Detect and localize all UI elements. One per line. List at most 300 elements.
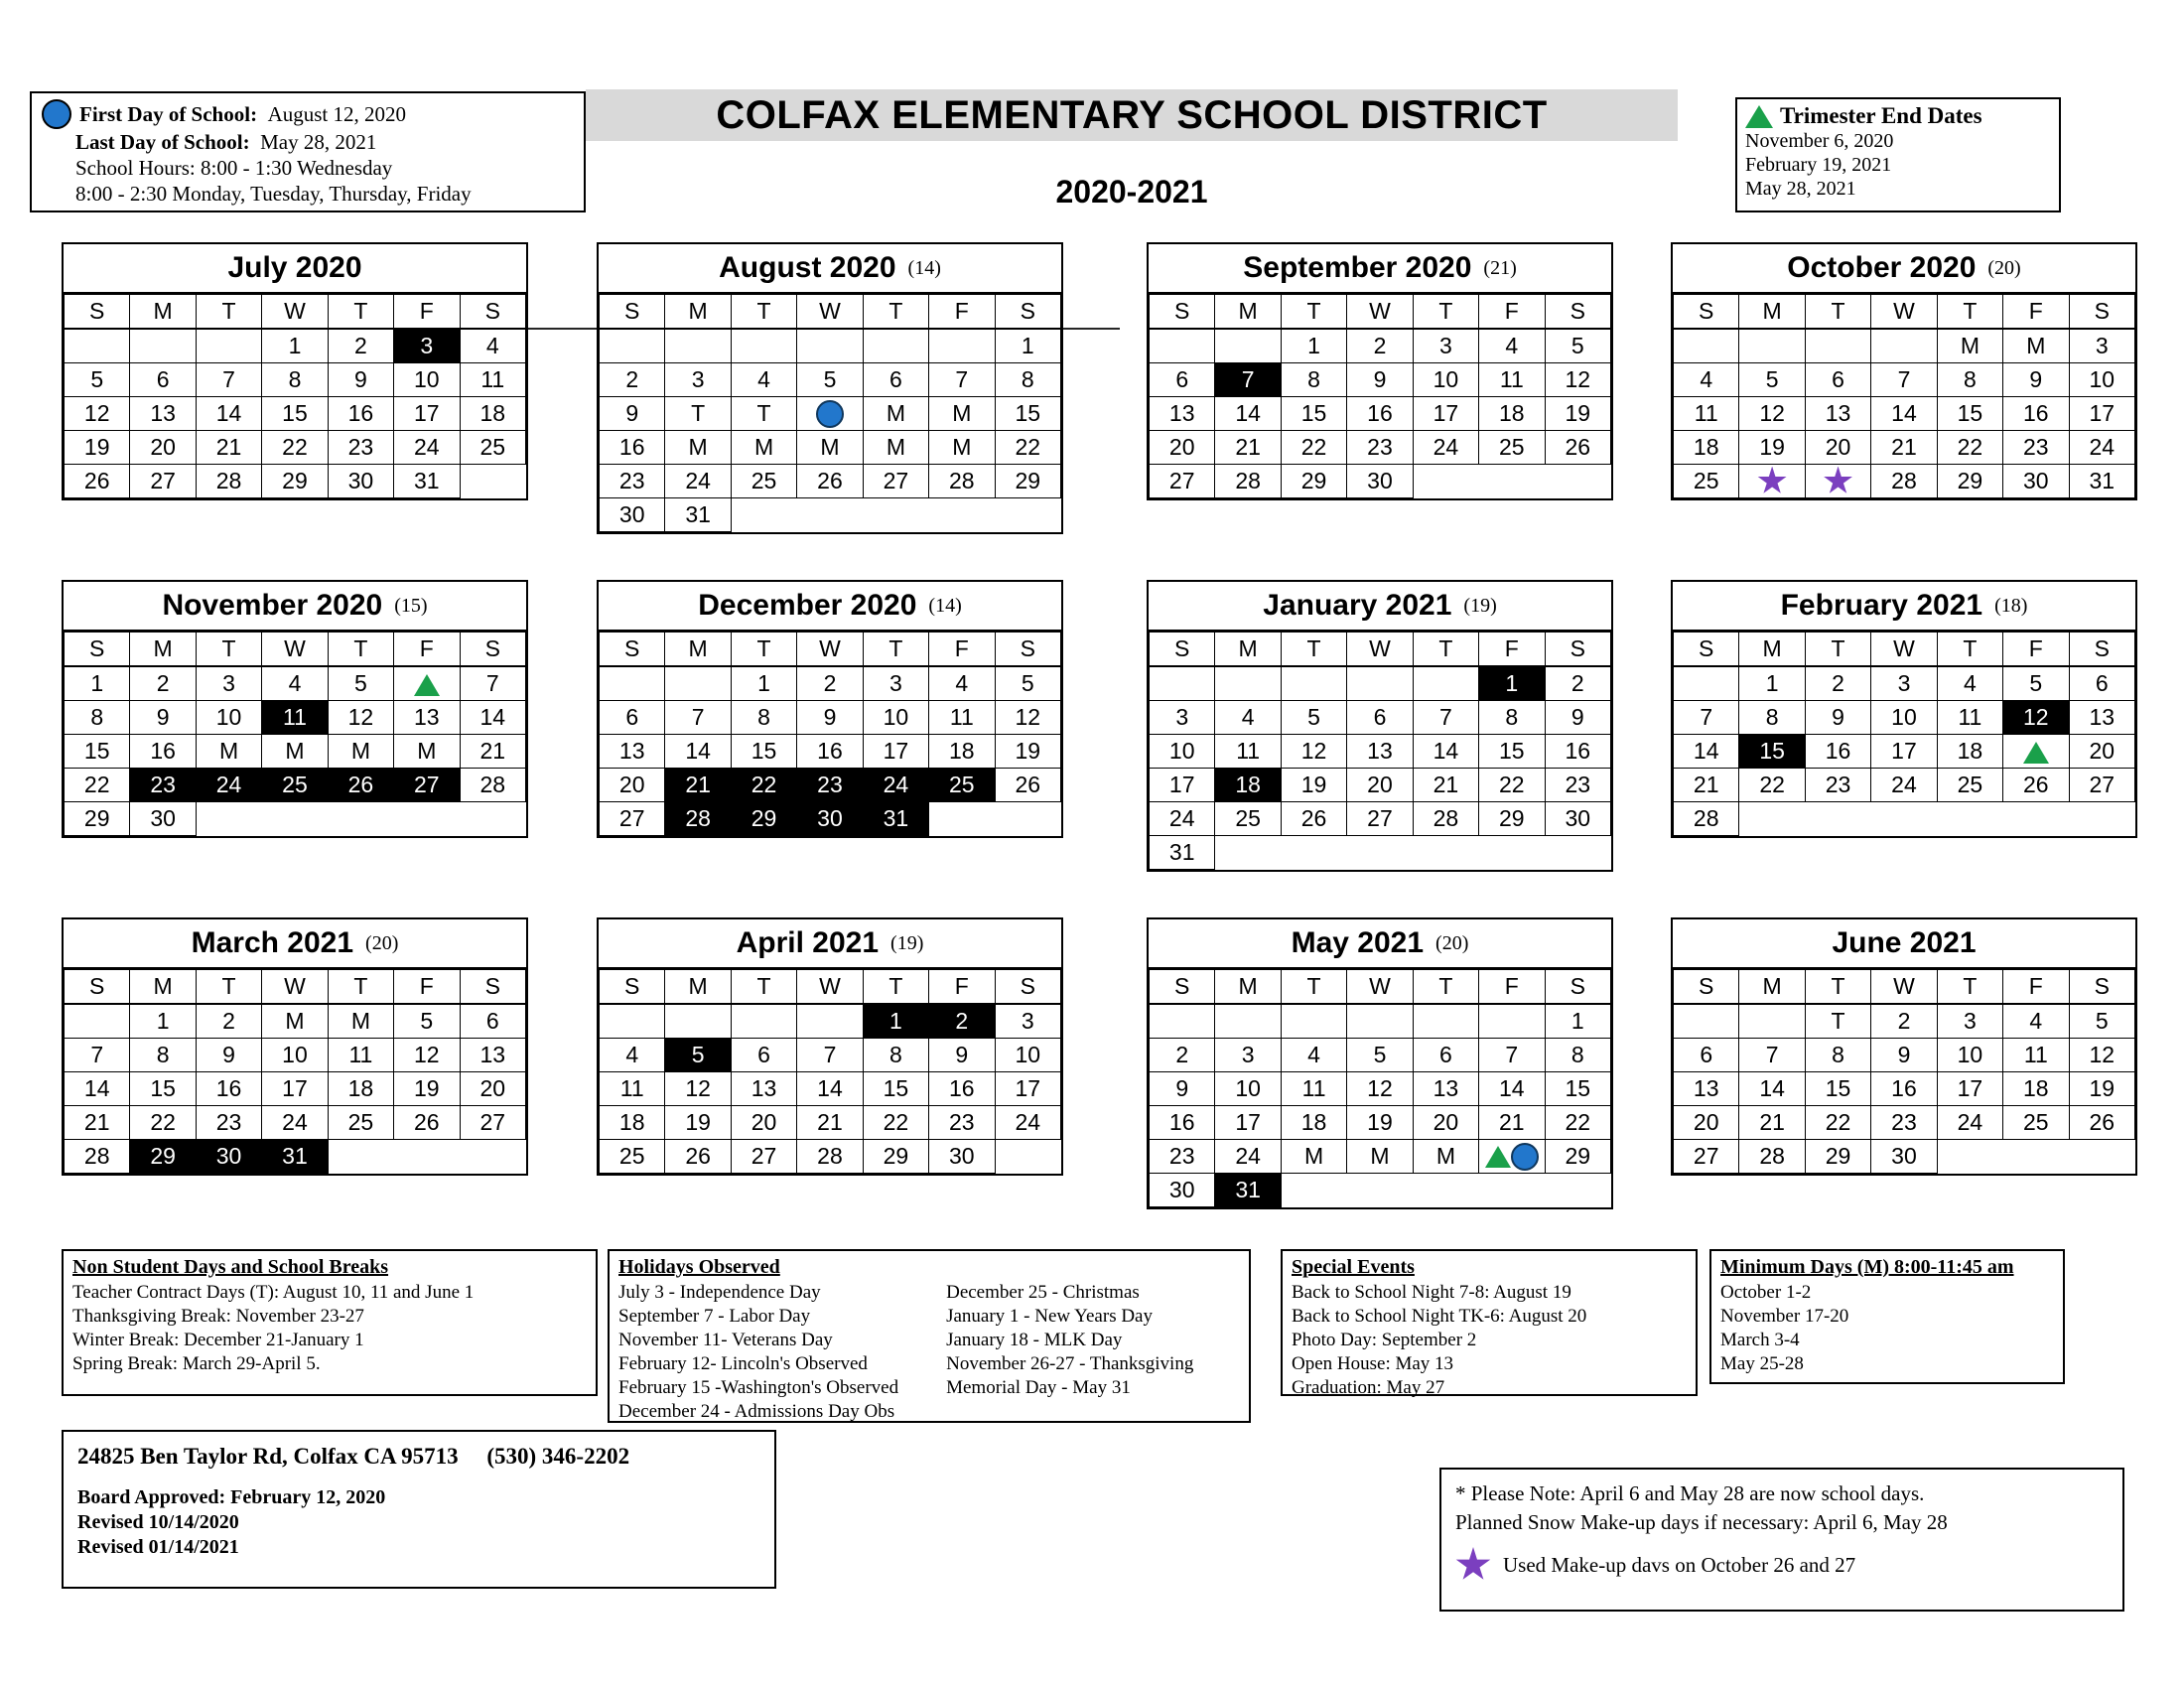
day-cell[interactable]: 13 bbox=[460, 1039, 525, 1072]
day-cell[interactable]: 9 bbox=[1545, 701, 1610, 735]
day-cell[interactable]: 7 bbox=[929, 363, 995, 397]
day-cell[interactable]: 11 bbox=[1215, 735, 1281, 769]
day-cell[interactable]: 9 bbox=[328, 363, 393, 397]
day-cell[interactable]: M bbox=[262, 1004, 328, 1039]
day-cell[interactable]: 25 bbox=[262, 769, 328, 802]
day-cell[interactable]: 29 bbox=[65, 802, 130, 836]
day-cell[interactable]: 13 bbox=[600, 735, 665, 769]
day-cell[interactable]: M bbox=[1413, 1140, 1478, 1174]
day-cell[interactable]: 23 bbox=[1871, 1106, 1937, 1140]
day-cell[interactable]: 22 bbox=[731, 769, 796, 802]
day-cell[interactable]: 28 bbox=[196, 465, 261, 498]
day-cell[interactable]: 16 bbox=[929, 1072, 995, 1106]
day-cell[interactable]: 19 bbox=[995, 735, 1060, 769]
day-cell[interactable]: 12 bbox=[1281, 735, 1346, 769]
day-cell[interactable]: 5 bbox=[1347, 1039, 1413, 1072]
day-cell[interactable]: 1 bbox=[1739, 666, 1805, 701]
day-cell[interactable]: 25 bbox=[460, 431, 525, 465]
day-cell[interactable]: 29 bbox=[130, 1140, 196, 1174]
day-cell[interactable]: 2 bbox=[328, 329, 393, 363]
day-cell[interactable]: 7 bbox=[1215, 363, 1281, 397]
day-cell[interactable]: 4 bbox=[1937, 666, 2002, 701]
day-cell[interactable]: 7 bbox=[196, 363, 261, 397]
day-cell[interactable]: 3 bbox=[1413, 329, 1478, 363]
day-cell[interactable]: 14 bbox=[797, 1072, 863, 1106]
day-cell[interactable]: M bbox=[328, 735, 393, 769]
day-cell[interactable]: 12 bbox=[665, 1072, 731, 1106]
day-cell[interactable]: 6 bbox=[1413, 1039, 1478, 1072]
day-cell[interactable]: 3 bbox=[995, 1004, 1060, 1039]
day-cell[interactable]: 18 bbox=[600, 1106, 665, 1140]
day-cell[interactable]: M bbox=[2003, 329, 2069, 363]
day-cell[interactable]: 14 bbox=[1479, 1072, 1545, 1106]
day-cell[interactable]: T bbox=[665, 397, 731, 431]
day-cell[interactable]: 5 bbox=[797, 363, 863, 397]
day-cell[interactable]: 3 bbox=[394, 329, 460, 363]
day-cell[interactable]: M bbox=[1347, 1140, 1413, 1174]
day-cell[interactable]: 17 bbox=[394, 397, 460, 431]
day-cell[interactable]: 17 bbox=[1150, 769, 1215, 802]
day-cell[interactable]: 10 bbox=[394, 363, 460, 397]
day-cell[interactable]: 11 bbox=[460, 363, 525, 397]
day-cell[interactable]: 2 bbox=[1805, 666, 1870, 701]
day-cell[interactable]: 27 bbox=[460, 1106, 525, 1140]
day-cell[interactable]: 21 bbox=[196, 431, 261, 465]
day-cell[interactable]: 28 bbox=[797, 1140, 863, 1174]
day-cell[interactable]: 21 bbox=[1215, 431, 1281, 465]
day-cell[interactable]: 24 bbox=[1871, 769, 1937, 802]
day-cell[interactable]: 13 bbox=[1805, 397, 1870, 431]
day-cell[interactable]: 13 bbox=[2069, 701, 2134, 735]
day-cell[interactable]: M bbox=[731, 431, 796, 465]
day-cell[interactable]: 6 bbox=[1805, 363, 1870, 397]
day-cell[interactable]: 5 bbox=[1281, 701, 1346, 735]
day-cell[interactable]: 29 bbox=[731, 802, 796, 836]
day-cell[interactable]: 19 bbox=[1739, 431, 1805, 465]
day-cell[interactable]: 1 bbox=[1545, 1004, 1610, 1039]
day-cell[interactable]: 2 bbox=[196, 1004, 261, 1039]
day-cell[interactable]: 5 bbox=[665, 1039, 731, 1072]
day-cell[interactable]: 24 bbox=[1215, 1140, 1281, 1174]
day-cell[interactable]: 12 bbox=[2003, 701, 2069, 735]
day-cell[interactable]: 9 bbox=[130, 701, 196, 735]
day-cell[interactable]: 16 bbox=[2003, 397, 2069, 431]
day-cell[interactable]: 19 bbox=[394, 1072, 460, 1106]
day-cell[interactable]: 26 bbox=[2069, 1106, 2134, 1140]
day-cell[interactable]: 23 bbox=[2003, 431, 2069, 465]
day-cell[interactable]: 27 bbox=[130, 465, 196, 498]
day-cell[interactable]: 27 bbox=[863, 465, 928, 498]
day-cell[interactable]: 15 bbox=[863, 1072, 928, 1106]
day-cell[interactable]: 20 bbox=[731, 1106, 796, 1140]
day-cell[interactable]: 23 bbox=[1805, 769, 1870, 802]
day-cell[interactable]: 8 bbox=[995, 363, 1060, 397]
day-cell[interactable]: 30 bbox=[196, 1140, 261, 1174]
day-cell[interactable]: 10 bbox=[863, 701, 928, 735]
day-cell[interactable]: 22 bbox=[1937, 431, 2002, 465]
day-cell[interactable]: 7 bbox=[1739, 1039, 1805, 1072]
day-cell[interactable]: 20 bbox=[2069, 735, 2134, 769]
day-cell[interactable]: 16 bbox=[328, 397, 393, 431]
day-cell[interactable]: 18 bbox=[1215, 769, 1281, 802]
day-cell[interactable]: 26 bbox=[1545, 431, 1610, 465]
day-cell[interactable]: 7 bbox=[665, 701, 731, 735]
day-cell[interactable]: 28 bbox=[1674, 802, 1739, 836]
day-cell[interactable]: 3 bbox=[196, 666, 261, 701]
day-cell[interactable]: 31 bbox=[262, 1140, 328, 1174]
day-cell[interactable]: 22 bbox=[995, 431, 1060, 465]
day-cell[interactable]: 14 bbox=[1739, 1072, 1805, 1106]
day-cell[interactable]: 24 bbox=[196, 769, 261, 802]
day-cell[interactable]: 26 bbox=[328, 769, 393, 802]
day-cell[interactable]: 10 bbox=[1413, 363, 1478, 397]
day-cell[interactable]: 29 bbox=[863, 1140, 928, 1174]
day-cell[interactable]: 24 bbox=[394, 431, 460, 465]
day-cell[interactable]: 28 bbox=[929, 465, 995, 498]
day-cell[interactable]: 10 bbox=[1937, 1039, 2002, 1072]
day-cell[interactable]: 25 bbox=[929, 769, 995, 802]
day-cell[interactable]: 13 bbox=[394, 701, 460, 735]
day-cell[interactable]: 10 bbox=[262, 1039, 328, 1072]
day-cell[interactable]: 1 bbox=[130, 1004, 196, 1039]
day-cell[interactable]: 29 bbox=[1805, 1140, 1870, 1174]
day-cell[interactable]: 18 bbox=[460, 397, 525, 431]
day-cell[interactable]: 22 bbox=[1479, 769, 1545, 802]
day-cell[interactable] bbox=[797, 397, 863, 431]
day-cell[interactable]: 12 bbox=[394, 1039, 460, 1072]
day-cell[interactable]: T bbox=[731, 397, 796, 431]
day-cell[interactable]: 25 bbox=[1937, 769, 2002, 802]
day-cell[interactable]: 10 bbox=[995, 1039, 1060, 1072]
day-cell[interactable]: 3 bbox=[1150, 701, 1215, 735]
day-cell[interactable]: 30 bbox=[2003, 465, 2069, 498]
day-cell[interactable]: 23 bbox=[328, 431, 393, 465]
day-cell[interactable]: 4 bbox=[731, 363, 796, 397]
day-cell[interactable]: 22 bbox=[1739, 769, 1805, 802]
day-cell[interactable]: 9 bbox=[1871, 1039, 1937, 1072]
day-cell[interactable]: 15 bbox=[995, 397, 1060, 431]
day-cell[interactable]: 11 bbox=[328, 1039, 393, 1072]
day-cell[interactable]: 15 bbox=[1739, 735, 1805, 769]
day-cell[interactable]: 21 bbox=[460, 735, 525, 769]
day-cell[interactable]: 7 bbox=[1871, 363, 1937, 397]
day-cell[interactable]: 13 bbox=[1413, 1072, 1478, 1106]
day-cell[interactable]: M bbox=[394, 735, 460, 769]
day-cell[interactable]: 12 bbox=[1739, 397, 1805, 431]
day-cell[interactable]: 16 bbox=[600, 431, 665, 465]
day-cell[interactable]: 20 bbox=[1674, 1106, 1739, 1140]
day-cell[interactable]: 15 bbox=[1281, 397, 1346, 431]
day-cell[interactable]: 15 bbox=[731, 735, 796, 769]
day-cell[interactable]: 24 bbox=[1937, 1106, 2002, 1140]
day-cell[interactable]: 4 bbox=[1674, 363, 1739, 397]
day-cell[interactable]: 21 bbox=[65, 1106, 130, 1140]
day-cell[interactable]: 8 bbox=[262, 363, 328, 397]
day-cell[interactable]: 23 bbox=[196, 1106, 261, 1140]
day-cell[interactable]: 28 bbox=[1215, 465, 1281, 498]
day-cell[interactable]: 4 bbox=[600, 1039, 665, 1072]
day-cell[interactable]: 14 bbox=[1674, 735, 1739, 769]
day-cell[interactable]: 5 bbox=[328, 666, 393, 701]
day-cell[interactable]: 28 bbox=[1871, 465, 1937, 498]
day-cell[interactable]: 20 bbox=[1413, 1106, 1478, 1140]
day-cell[interactable]: 27 bbox=[1347, 802, 1413, 836]
day-cell[interactable]: 10 bbox=[1150, 735, 1215, 769]
day-cell[interactable]: 2 bbox=[1545, 666, 1610, 701]
day-cell[interactable]: 3 bbox=[1871, 666, 1937, 701]
day-cell[interactable]: 29 bbox=[1479, 802, 1545, 836]
day-cell[interactable]: 8 bbox=[1937, 363, 2002, 397]
day-cell[interactable]: 12 bbox=[65, 397, 130, 431]
day-cell[interactable]: 12 bbox=[2069, 1039, 2134, 1072]
day-cell[interactable]: 11 bbox=[1479, 363, 1545, 397]
day-cell[interactable]: 12 bbox=[1545, 363, 1610, 397]
day-cell[interactable]: 9 bbox=[1805, 701, 1870, 735]
day-cell[interactable]: 16 bbox=[130, 735, 196, 769]
day-cell[interactable]: 26 bbox=[1281, 802, 1346, 836]
day-cell[interactable]: 24 bbox=[995, 1106, 1060, 1140]
day-cell[interactable]: 7 bbox=[1674, 701, 1739, 735]
day-cell[interactable]: 1 bbox=[1479, 666, 1545, 701]
day-cell[interactable]: 8 bbox=[130, 1039, 196, 1072]
day-cell[interactable]: 17 bbox=[1937, 1072, 2002, 1106]
day-cell[interactable]: 4 bbox=[1215, 701, 1281, 735]
day-cell[interactable]: 16 bbox=[1805, 735, 1870, 769]
day-cell[interactable]: 26 bbox=[394, 1106, 460, 1140]
day-cell[interactable]: 2 bbox=[929, 1004, 995, 1039]
day-cell[interactable]: M bbox=[1281, 1140, 1346, 1174]
day-cell[interactable]: 23 bbox=[600, 465, 665, 498]
day-cell[interactable]: 22 bbox=[1805, 1106, 1870, 1140]
day-cell[interactable]: 24 bbox=[665, 465, 731, 498]
day-cell[interactable]: 16 bbox=[1871, 1072, 1937, 1106]
day-cell[interactable]: 7 bbox=[460, 666, 525, 701]
day-cell[interactable]: 15 bbox=[1937, 397, 2002, 431]
day-cell[interactable]: 11 bbox=[262, 701, 328, 735]
day-cell[interactable]: 15 bbox=[262, 397, 328, 431]
day-cell[interactable]: 28 bbox=[65, 1140, 130, 1174]
day-cell[interactable]: 4 bbox=[929, 666, 995, 701]
day-cell[interactable]: 24 bbox=[1413, 431, 1478, 465]
day-cell[interactable]: 16 bbox=[196, 1072, 261, 1106]
day-cell[interactable] bbox=[2003, 735, 2069, 769]
day-cell[interactable]: 14 bbox=[196, 397, 261, 431]
day-cell[interactable] bbox=[1479, 1140, 1545, 1174]
day-cell[interactable]: 22 bbox=[1545, 1106, 1610, 1140]
day-cell[interactable]: M bbox=[929, 431, 995, 465]
day-cell[interactable]: 25 bbox=[1674, 465, 1739, 498]
day-cell[interactable]: 19 bbox=[1545, 397, 1610, 431]
day-cell[interactable]: 23 bbox=[130, 769, 196, 802]
day-cell[interactable]: 14 bbox=[1871, 397, 1937, 431]
day-cell[interactable]: 30 bbox=[600, 498, 665, 532]
day-cell[interactable]: 18 bbox=[1674, 431, 1739, 465]
day-cell[interactable]: 30 bbox=[1347, 465, 1413, 498]
day-cell[interactable]: 31 bbox=[2069, 465, 2134, 498]
day-cell[interactable]: 20 bbox=[600, 769, 665, 802]
day-cell[interactable]: 15 bbox=[130, 1072, 196, 1106]
day-cell[interactable]: 20 bbox=[1150, 431, 1215, 465]
day-cell[interactable]: 2 bbox=[1150, 1039, 1215, 1072]
day-cell[interactable]: 29 bbox=[1937, 465, 2002, 498]
day-cell[interactable]: 4 bbox=[1281, 1039, 1346, 1072]
day-cell[interactable]: 27 bbox=[1150, 465, 1215, 498]
day-cell[interactable]: 8 bbox=[863, 1039, 928, 1072]
day-cell[interactable]: 22 bbox=[130, 1106, 196, 1140]
day-cell[interactable]: 12 bbox=[1347, 1072, 1413, 1106]
day-cell[interactable]: 2 bbox=[1871, 1004, 1937, 1039]
day-cell[interactable]: 4 bbox=[1479, 329, 1545, 363]
day-cell[interactable]: 16 bbox=[1545, 735, 1610, 769]
day-cell[interactable]: 16 bbox=[1347, 397, 1413, 431]
day-cell[interactable]: 23 bbox=[929, 1106, 995, 1140]
day-cell[interactable]: 11 bbox=[1281, 1072, 1346, 1106]
day-cell[interactable]: 6 bbox=[863, 363, 928, 397]
day-cell[interactable]: M bbox=[863, 431, 928, 465]
day-cell[interactable]: 20 bbox=[460, 1072, 525, 1106]
day-cell[interactable]: 19 bbox=[65, 431, 130, 465]
day-cell[interactable]: 13 bbox=[1674, 1072, 1739, 1106]
day-cell[interactable]: 6 bbox=[600, 701, 665, 735]
day-cell[interactable]: M bbox=[863, 397, 928, 431]
day-cell[interactable]: 7 bbox=[797, 1039, 863, 1072]
day-cell[interactable]: 13 bbox=[1150, 397, 1215, 431]
day-cell[interactable]: 5 bbox=[1739, 363, 1805, 397]
day-cell[interactable]: 14 bbox=[460, 701, 525, 735]
day-cell[interactable]: 22 bbox=[1281, 431, 1346, 465]
day-cell[interactable]: 6 bbox=[1674, 1039, 1739, 1072]
day-cell[interactable]: 30 bbox=[328, 465, 393, 498]
day-cell[interactable]: 23 bbox=[1347, 431, 1413, 465]
day-cell[interactable]: 26 bbox=[797, 465, 863, 498]
day-cell[interactable]: 23 bbox=[1150, 1140, 1215, 1174]
day-cell[interactable]: 21 bbox=[1479, 1106, 1545, 1140]
day-cell[interactable]: 17 bbox=[1871, 735, 1937, 769]
day-cell[interactable]: 8 bbox=[1805, 1039, 1870, 1072]
day-cell[interactable]: 27 bbox=[1674, 1140, 1739, 1174]
day-cell[interactable]: 17 bbox=[262, 1072, 328, 1106]
day-cell[interactable]: 9 bbox=[1347, 363, 1413, 397]
day-cell[interactable]: 4 bbox=[262, 666, 328, 701]
day-cell[interactable]: 18 bbox=[929, 735, 995, 769]
day-cell[interactable]: 1 bbox=[863, 1004, 928, 1039]
day-cell[interactable]: 9 bbox=[600, 397, 665, 431]
day-cell[interactable]: 12 bbox=[995, 701, 1060, 735]
day-cell[interactable]: 15 bbox=[65, 735, 130, 769]
day-cell[interactable]: 4 bbox=[2003, 1004, 2069, 1039]
day-cell[interactable]: M bbox=[328, 1004, 393, 1039]
day-cell[interactable]: 29 bbox=[1281, 465, 1346, 498]
day-cell[interactable]: 17 bbox=[1413, 397, 1478, 431]
day-cell[interactable]: 19 bbox=[1281, 769, 1346, 802]
day-cell[interactable] bbox=[394, 666, 460, 701]
day-cell[interactable]: 18 bbox=[1937, 735, 2002, 769]
day-cell[interactable]: 21 bbox=[665, 769, 731, 802]
day-cell[interactable]: 25 bbox=[2003, 1106, 2069, 1140]
day-cell[interactable]: 2 bbox=[600, 363, 665, 397]
day-cell[interactable]: 31 bbox=[1150, 836, 1215, 870]
day-cell[interactable]: 26 bbox=[65, 465, 130, 498]
day-cell[interactable]: 22 bbox=[262, 431, 328, 465]
day-cell[interactable]: 17 bbox=[1215, 1106, 1281, 1140]
day-cell[interactable]: 11 bbox=[1937, 701, 2002, 735]
day-cell[interactable]: 28 bbox=[1413, 802, 1478, 836]
day-cell[interactable]: 13 bbox=[731, 1072, 796, 1106]
day-cell[interactable]: 28 bbox=[665, 802, 731, 836]
day-cell[interactable]: 27 bbox=[394, 769, 460, 802]
day-cell[interactable]: 19 bbox=[665, 1106, 731, 1140]
day-cell[interactable]: 30 bbox=[1545, 802, 1610, 836]
day-cell[interactable]: 29 bbox=[1545, 1140, 1610, 1174]
day-cell[interactable]: 19 bbox=[2069, 1072, 2134, 1106]
day-cell[interactable]: 7 bbox=[1479, 1039, 1545, 1072]
day-cell[interactable]: 20 bbox=[1347, 769, 1413, 802]
day-cell[interactable]: 24 bbox=[2069, 431, 2134, 465]
day-cell[interactable]: 29 bbox=[262, 465, 328, 498]
day-cell[interactable]: 4 bbox=[460, 329, 525, 363]
day-cell[interactable]: 21 bbox=[1871, 431, 1937, 465]
day-cell[interactable]: 27 bbox=[731, 1140, 796, 1174]
day-cell[interactable]: 26 bbox=[665, 1140, 731, 1174]
day-cell[interactable]: 6 bbox=[731, 1039, 796, 1072]
day-cell[interactable]: 28 bbox=[1739, 1140, 1805, 1174]
day-cell[interactable]: 11 bbox=[929, 701, 995, 735]
day-cell[interactable]: 11 bbox=[1674, 397, 1739, 431]
day-cell[interactable]: 14 bbox=[1215, 397, 1281, 431]
day-cell[interactable]: 9 bbox=[929, 1039, 995, 1072]
day-cell[interactable]: 5 bbox=[2003, 666, 2069, 701]
day-cell[interactable]: 25 bbox=[600, 1140, 665, 1174]
day-cell[interactable]: 5 bbox=[2069, 1004, 2134, 1039]
day-cell[interactable]: 2 bbox=[130, 666, 196, 701]
day-cell[interactable]: 26 bbox=[2003, 769, 2069, 802]
day-cell[interactable]: 8 bbox=[1545, 1039, 1610, 1072]
day-cell[interactable]: 21 bbox=[1674, 769, 1739, 802]
day-cell[interactable] bbox=[1739, 465, 1805, 498]
day-cell[interactable]: 15 bbox=[1545, 1072, 1610, 1106]
day-cell[interactable]: 16 bbox=[797, 735, 863, 769]
day-cell[interactable]: 22 bbox=[863, 1106, 928, 1140]
day-cell[interactable]: 27 bbox=[2069, 769, 2134, 802]
day-cell[interactable]: 1 bbox=[995, 329, 1060, 363]
day-cell[interactable]: 25 bbox=[328, 1106, 393, 1140]
day-cell[interactable]: 10 bbox=[2069, 363, 2134, 397]
day-cell[interactable]: 6 bbox=[1347, 701, 1413, 735]
day-cell[interactable]: 14 bbox=[65, 1072, 130, 1106]
day-cell[interactable]: 3 bbox=[1937, 1004, 2002, 1039]
day-cell[interactable]: 1 bbox=[262, 329, 328, 363]
day-cell[interactable]: M bbox=[665, 431, 731, 465]
day-cell[interactable]: 8 bbox=[1739, 701, 1805, 735]
day-cell[interactable]: M bbox=[797, 431, 863, 465]
day-cell[interactable]: 9 bbox=[2003, 363, 2069, 397]
day-cell[interactable]: M bbox=[262, 735, 328, 769]
day-cell[interactable]: 15 bbox=[1479, 735, 1545, 769]
day-cell[interactable]: 21 bbox=[1413, 769, 1478, 802]
day-cell[interactable]: M bbox=[929, 397, 995, 431]
day-cell[interactable]: 30 bbox=[130, 802, 196, 836]
day-cell[interactable]: 17 bbox=[995, 1072, 1060, 1106]
day-cell[interactable]: 25 bbox=[1479, 431, 1545, 465]
day-cell[interactable]: 5 bbox=[995, 666, 1060, 701]
day-cell[interactable]: 13 bbox=[130, 397, 196, 431]
day-cell[interactable]: 17 bbox=[863, 735, 928, 769]
day-cell[interactable]: 22 bbox=[65, 769, 130, 802]
day-cell[interactable]: 8 bbox=[1281, 363, 1346, 397]
day-cell[interactable]: 5 bbox=[65, 363, 130, 397]
day-cell[interactable]: 23 bbox=[797, 769, 863, 802]
day-cell[interactable]: 7 bbox=[1413, 701, 1478, 735]
